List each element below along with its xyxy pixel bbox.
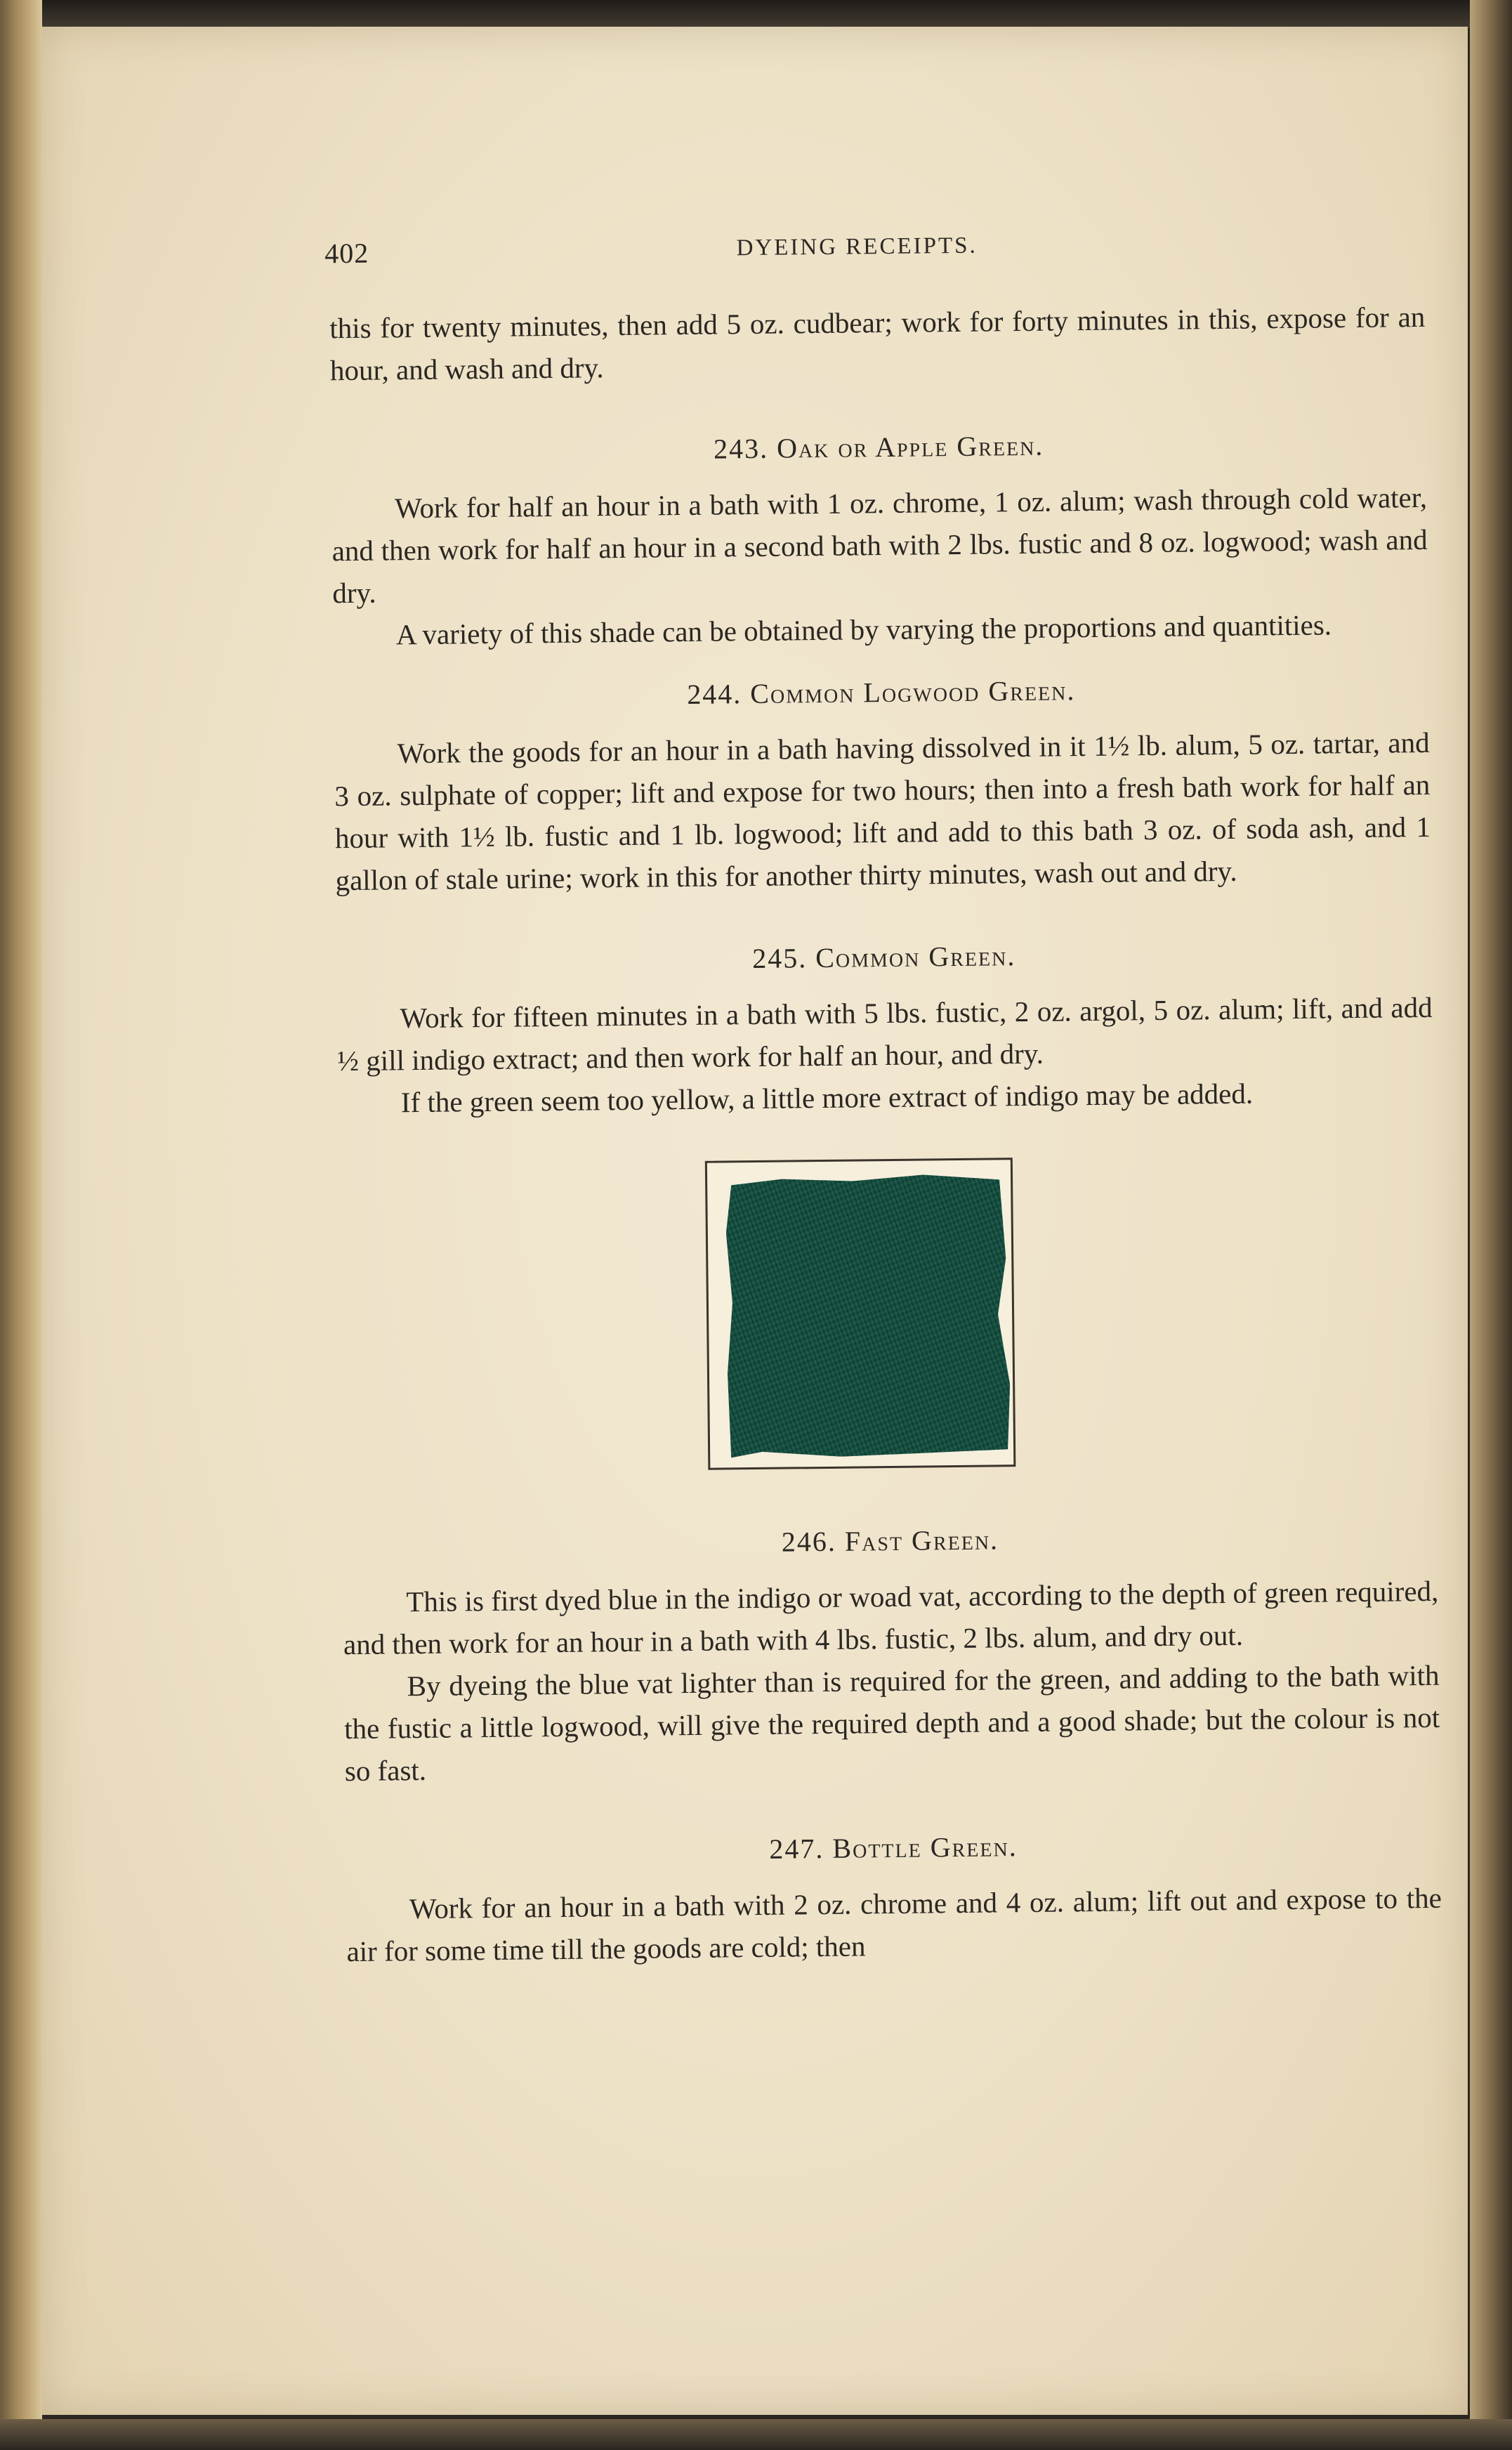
receipt-246-paragraph-1: This is first dyed blue in the indigo or woad vat, according to the depth of green required, and then work for an hour in a bath with 4 lbs. fustic, 2 lbs. alum, and dry out. — [343, 1574, 1439, 1661]
receipt-heading-246: 246. Fast Green. — [781, 1524, 999, 1558]
fabric-swatch-frame — [705, 1158, 1016, 1470]
receipt-heading-247: 247. Bottle Green. — [769, 1830, 1018, 1865]
book-page — [42, 27, 1468, 2415]
continuation-paragraph: this for twenty minutes, then add 5 oz. cudbear; work for forty minutes in this, expose for an hour, and wash and dry. — [329, 300, 1426, 387]
page-number: 402 — [324, 237, 369, 270]
receipt-243-paragraph-2: A variety of this shade can be obtained by varying the proportions and quantities. — [395, 608, 1332, 651]
receipt-243-paragraph-1: Work for half an hour in a bath with 1 oz. chrome, 1 oz. alum; wash through cold water, and then work for half an hour in a second bath with 2 lbs. fustic and 8 oz. logwood; wash and dry. — [331, 480, 1428, 610]
book-bottom-edge — [0, 2419, 1512, 2450]
receipt-247-paragraph-1: Work for an hour in a bath with 2 oz. chrome and 4 oz. alum; lift out and expose to the air for some time till the goods are cold; then — [346, 1881, 1442, 1968]
receipt-245-paragraph-2: If the green seem too yellow, a little more extract of indigo may be added. — [400, 1077, 1254, 1119]
book-right-edge — [1470, 0, 1512, 2450]
receipt-heading-244: 244. Common Logwood Green. — [687, 674, 1076, 710]
receipt-heading-243: 243. Oak or Apple Green. — [713, 429, 1044, 465]
receipt-heading-245: 245. Common Green. — [751, 940, 1016, 975]
page-content — [281, 225, 1451, 1973]
green-fabric-swatch — [725, 1174, 1011, 1457]
running-title: DYEING RECEIPTS. — [736, 232, 978, 261]
running-head — [281, 225, 1433, 280]
book-top-edge — [0, 0, 1512, 28]
book-left-edge — [0, 0, 42, 2450]
receipt-246-paragraph-2: By dyeing the blue vat lighter than is required for the green, and adding to the bath with the fustic a little logwood, will give the required depth and a good shade; but the colour is not so fast. — [343, 1658, 1440, 1788]
receipt-245-paragraph-1: Work for fifteen minutes in a bath with 5 lbs. fustic, 2 oz. argol, 5 oz. alum; lift, and add ½ gill indigo extract; and then work for half an hour, and dry. — [337, 990, 1433, 1077]
receipt-244-paragraph-1: Work the goods for an hour in a bath having dissolved in it 1½ lb. alum, 5 oz. tartar, and 3 oz. sulphate of copper; lift and expose for two hours; then into a fresh bath work for half an hour with 1½ lb. fustic and 1 lb. logwood; lift and add to this bath 3 oz. of soda ash, and 1 gallon of stale urine; work in this for another thirty minutes, wash out and dry. — [334, 726, 1431, 897]
